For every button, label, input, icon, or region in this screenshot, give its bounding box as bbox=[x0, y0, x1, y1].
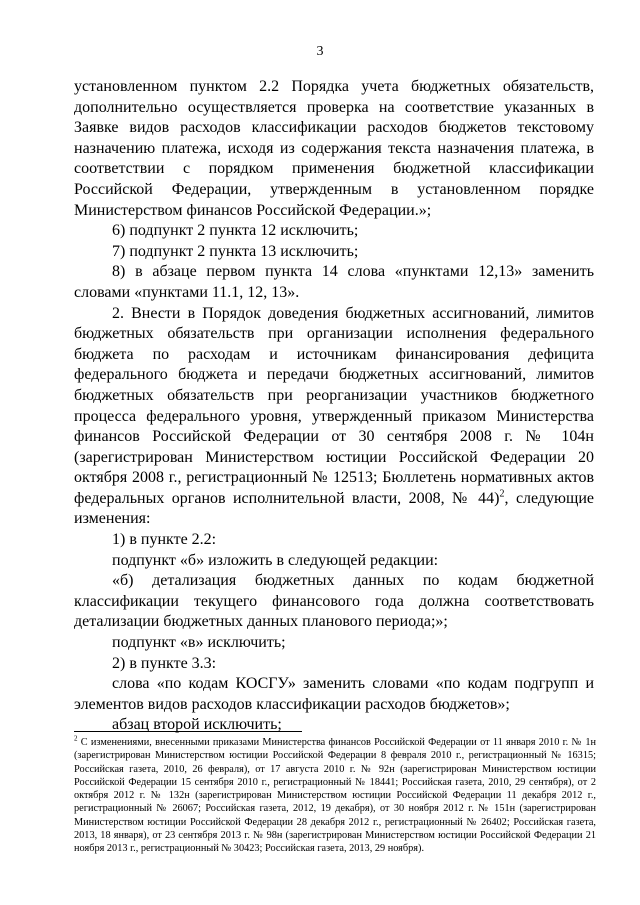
footnote-divider bbox=[74, 731, 302, 732]
footnote bbox=[74, 736, 596, 856]
paragraph-quote-b: «б) детализация бюджетных данных по кодам бюджетной классификации текущего финансового года должна соответствовать детализации бюджетных данных планового периода;»; bbox=[74, 572, 594, 631]
footnote-reference: 2 bbox=[499, 488, 505, 500]
document-body bbox=[74, 77, 594, 736]
footnote-text: С изменениями, внесенными приказами Министерства финансов Российской Федерации от 11 января 2010 г. № 1н (зарегистрирован Министерством юстиции Российской Федерации 8 февраля 2010 г., регистрационный № 16315; Российская газета, 2010, 26 февраля), от 17 августа 2010 г. № 92н (зарегистрирован Министерством юстиции Российской Федерации 15 сентября 2010 г., регистрационный № 18441; Российская газета, 2010, 29 сентября), от 2 октября 2012 г. № 132н (зарегистрирован Министерством юстиции Российской Федерации 11 декабря 2012 г., регистрационный № 26067; Российская газета, 2012, 19 декабря), от 30 ноября 2012 г. № 151н (зарегистрирован Министерством юстиции Российской Федерации 28 декабря 2012 г., регистрационный № 26402; Российская газета, 2013, 18 января), от 23 сентября 2013 г. № 98н (зарегистрирован Министерством юстиции Российской Федерации 21 ноября 2013 г., регистрационный № 30423; Российская газета, 2013, 29 ноября). bbox=[74, 737, 596, 855]
paragraph-subitem-2: 2) в пункте 3.3: bbox=[112, 654, 217, 672]
footnote-mark: 2 bbox=[74, 734, 78, 743]
paragraph-item-6: 6) подпункт 2 пункта 12 исключить; bbox=[112, 222, 359, 240]
paragraph-item-7: 7) подпункт 2 пункта 13 исключить; bbox=[112, 242, 359, 260]
paragraph-subitem-1: 1) в пункте 2.2: bbox=[112, 531, 217, 549]
paragraph-section-2-tail: , следующие изменения: bbox=[74, 489, 594, 528]
paragraph-remove-second: абзац второй исключить; bbox=[112, 716, 282, 734]
paragraph-continuation: установленном пунктом 2.2 Порядка учета бюджетных обязательств, дополнительно осуществляется проверка на соответствие указанных в Заявке видов расходов классификации расходов бюджетов текстовому назначению платежа, исходя из содержания текста назначения платежа, в соответствии с порядком применения бюджетной классификации Российской Федерации, утвержденным в установленном порядке Министерством финансов Российской Федерации.»; bbox=[74, 78, 594, 219]
paragraph-item-8: 8) в абзаце первом пункта 14 слова «пунктами 12,13» заменить словами «пунктами 11.1, 12, 13». bbox=[74, 263, 594, 301]
page-number: 3 bbox=[316, 44, 324, 59]
paragraph-section-2 bbox=[74, 304, 594, 531]
paragraph-subpoint-b: подпункт «б» изложить в следующей редакции: bbox=[112, 551, 439, 569]
paragraph-subpoint-v: подпункт «в» исключить; bbox=[112, 634, 286, 652]
paragraph-section-2-text: 2. Внести в Порядок доведения бюджетных ассигнований, лимитов бюджетных обязательств при организации исполнения федерального бюджета по расходам и источникам финансирования дефицита федерального бюджета и передачи бюджетных ассигнований, лимитов бюджетных обязательств при реорганизации участников бюджетного процесса федерального уровня, утвержденный приказом Министерства финансов Российской Федерации от 30 сентября 2008 г. № 104н (зарегистрирован Министерством юстиции Российской Федерации 20 октября 2008 г., регистрационный № 12513; Бюллетень нормативных актов федеральных органов исполнительной власти, 2008, № 44) bbox=[74, 304, 594, 507]
paragraph-replace-words: слова «по кодам КОСГУ» заменить словами «по кодам подгрупп и элементов видов расходов классификации расходов бюджетов»; bbox=[74, 675, 594, 713]
